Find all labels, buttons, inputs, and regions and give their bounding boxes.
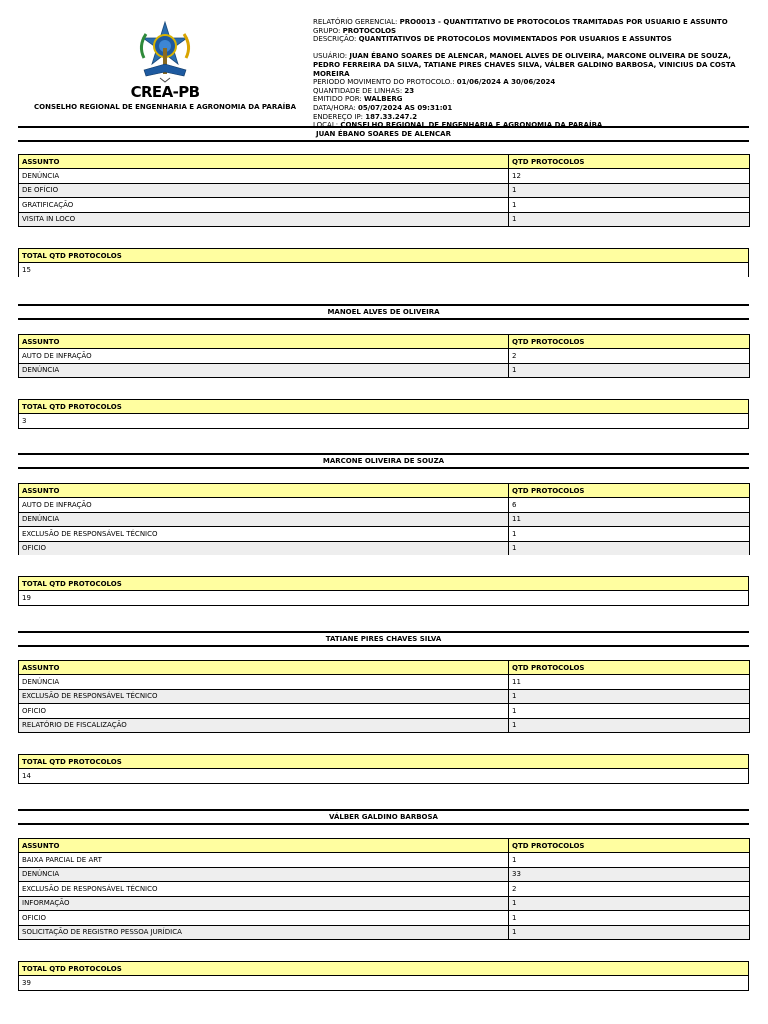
table-row: DE OFÍCIO 1 [19,183,750,198]
total-value: 19 [19,591,749,606]
table-row: GRATIFICAÇÃO 1 [19,198,750,213]
subject-table [18,334,750,378]
total-table [18,576,749,606]
meta-line: USUÁRIO: JUAN ÉBANO SOARES DE ALENCAR, MANOEL ALVES DE OLIVEIRA, MARCONE OLIVEIRA DE SOUZA, PEDRO FERREIRA DA SILVA, TATIANE PIRES CHAVES SILVA, VÁLBER GALDINO BARBOSA, VINICIUS DA COSTA MOREIRA [313,52,736,78]
table-row: AUTO DE INFRAÇÃO 2 [19,349,750,364]
total-header: TOTAL QTD PROTOCOLOS [19,755,749,769]
user-name-bar: MANOEL ALVES DE OLIVEIRA [18,304,749,320]
total-header: TOTAL QTD PROTOCOLOS [19,577,749,591]
report-metadata [313,18,753,130]
table-row: EXCLUSÃO DE RESPONSÁVEL TÉCNICO 2 [19,882,750,897]
qtd-header: QTD PROTOCOLOS [509,661,750,675]
subject-table [18,660,750,733]
meta-line: DESCRIÇÃO: QUANTITATIVOS DE PROTOCOLOS MOVIMENTADOS POR USUARIOS E ASSUNTOS [313,35,672,44]
table-row: DENÚNCIA 33 [19,867,750,882]
report-header [0,0,768,128]
qtd-header: QTD PROTOCOLOS [509,839,750,853]
user-section [18,453,749,606]
total-value: 3 [19,414,749,429]
brazil-coat-of-arms-icon [130,18,200,86]
total-table [18,399,749,429]
table-row: INFORMAÇÃO 1 [19,896,750,911]
assunto-header: ASSUNTO [19,484,509,498]
table-row: VISITA IN LOCO 1 [19,212,750,227]
user-name-bar: JUAN ÉBANO SOARES DE ALENCAR [18,126,749,142]
table-row: RELATÓRIO DE FISCALIZAÇÃO 1 [19,718,750,733]
user-section [18,126,749,277]
total-table [18,248,749,277]
user-section [18,809,749,991]
table-row: DENÚNCIA 11 [19,675,750,690]
total-value: 14 [19,769,749,784]
user-name-bar: VÁLBER GALDINO BARBOSA [18,809,749,825]
assunto-header: ASSUNTO [19,335,509,349]
user-name-bar: MARCONE OLIVEIRA DE SOUZA [18,453,749,469]
table-row: SOLICITAÇÃO DE REGISTRO PESSOA JURÍDICA 1 [19,925,750,940]
meta-line: ENDEREÇO IP: 187.33.247.2 [313,112,418,121]
meta-line: QUANTIDADE DE LINHAS: 23 [313,86,415,95]
meta-line: DATA/HORA: 05/07/2024 AS 09:31:01 [313,103,453,112]
user-name-bar: TATIANE PIRES CHAVES SILVA [18,631,749,647]
logo-block [30,18,300,111]
user-section [18,631,749,784]
meta-line: LOCAL: CONSELHO REGIONAL DE ENGENHARIA E AGRONOMIA DA PARAÍBA [313,121,603,130]
total-header: TOTAL QTD PROTOCOLOS [19,400,749,414]
table-row: DENÚNCIA 12 [19,169,750,184]
meta-line: EMITIDO POR: WALBERG [313,95,403,104]
meta-line: RELATÓRIO GERENCIAL: PRO0013 - QUANTITATIVO DE PROTOCOLOS TRAMITADAS POR USUARIO E ASSUNTO [313,18,728,26]
total-table [18,961,749,991]
assunto-header: ASSUNTO [19,155,509,169]
table-row: OFICIO 1 [19,541,750,555]
table-row: EXCLUSÃO DE RESPONSÁVEL TÉCNICO 1 [19,689,750,704]
table-row: DENÚNCIA 11 [19,512,750,527]
user-section [18,304,749,429]
qtd-header: QTD PROTOCOLOS [509,335,750,349]
table-row: EXCLUSÃO DE RESPONSÁVEL TÉCNICO 1 [19,527,750,542]
table-row: OFICIO 1 [19,911,750,926]
assunto-header: ASSUNTO [19,661,509,675]
assunto-header: ASSUNTO [19,839,509,853]
subject-table [18,154,750,227]
subject-table [18,838,750,940]
total-table [18,754,749,784]
meta-line: PERIODO MOVIMENTO DO PROTOCOLO.: 01/06/2024 A 30/06/2024 [313,78,556,87]
total-value: 15 [19,263,749,277]
total-header: TOTAL QTD PROTOCOLOS [19,962,749,976]
qtd-header: QTD PROTOCOLOS [509,155,750,169]
meta-line: GRUPO: PROTOCOLOS [313,26,397,35]
table-row: DENÚNCIA 1 [19,363,750,378]
table-row: OFICIO 1 [19,704,750,719]
subject-table [18,483,750,555]
table-row: BAIXA PARCIAL DE ART 1 [19,853,750,868]
logo-text: CREA-PB [130,83,200,101]
qtd-header: QTD PROTOCOLOS [509,484,750,498]
total-header: TOTAL QTD PROTOCOLOS [19,249,749,263]
table-row: AUTO DE INFRAÇÃO 6 [19,498,750,513]
total-value: 39 [19,976,749,991]
organization-name: CONSELHO REGIONAL DE ENGENHARIA E AGRONOMIA DA PARAÍBA [34,103,296,111]
